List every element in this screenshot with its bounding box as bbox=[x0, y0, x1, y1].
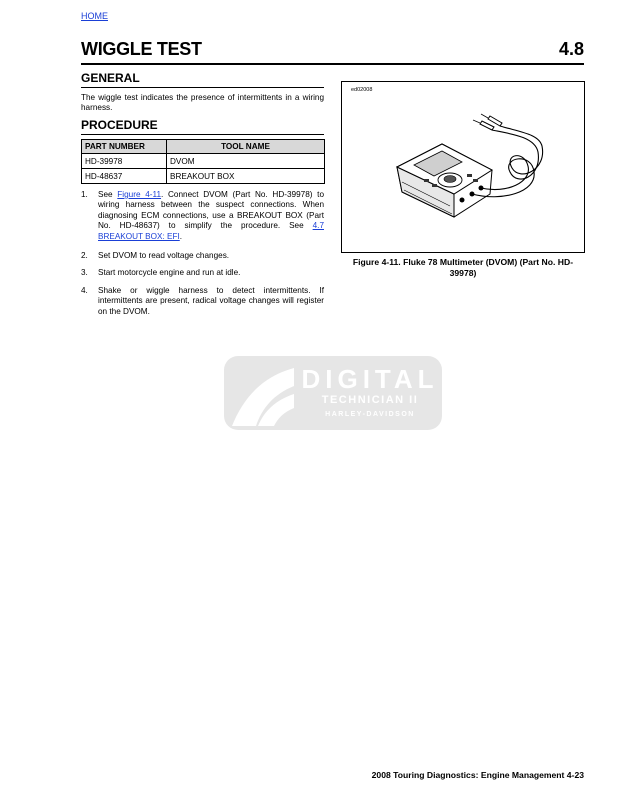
part-number-cell: HD-48637 bbox=[82, 169, 167, 184]
step-number: 2. bbox=[81, 251, 88, 260]
column-header-tool-name: TOOL NAME bbox=[167, 140, 325, 154]
figure-caption: Figure 4-11. Fluke 78 Multimeter (DVOM) (Part No. HD-39978) bbox=[352, 257, 574, 278]
watermark-line-3: HARLEY-DAVIDSON bbox=[325, 411, 415, 418]
digital-technician-watermark bbox=[224, 356, 442, 430]
tool-name-cell: BREAKOUT BOX bbox=[167, 169, 325, 184]
part-number-cell: HD-39978 bbox=[82, 154, 167, 169]
step-text: Shake or wiggle harness to detect intermittents. If intermittents are present, radical voltage changes will register on the DVOM. bbox=[98, 286, 324, 316]
general-text: The wiggle test indicates the presence of intermittents in a wiring harness. bbox=[81, 93, 324, 113]
home-link[interactable]: HOME bbox=[81, 11, 108, 21]
tool-name-cell: DVOM bbox=[167, 154, 325, 169]
table-header-row bbox=[82, 140, 325, 154]
step-number: 1. bbox=[81, 190, 88, 199]
multimeter-illustration bbox=[342, 82, 584, 252]
watermark-line-2: TECHNICIAN II bbox=[321, 394, 419, 406]
step-text: Set DVOM to read voltage changes. bbox=[98, 251, 230, 260]
step-text: Start motorcycle engine and run at idle. bbox=[98, 268, 241, 277]
table-row bbox=[82, 169, 325, 184]
figure-4-11-link[interactable]: Figure 4-11 bbox=[117, 190, 162, 199]
step-number: 3. bbox=[81, 268, 88, 277]
procedure-heading: PROCEDURE bbox=[81, 118, 324, 135]
page-footer: 2008 Touring Diagnostics: Engine Management 4-23 bbox=[371, 770, 584, 780]
figure-id: ed02008 bbox=[351, 87, 373, 93]
section-number: 4.8 bbox=[558, 39, 584, 59]
step-text: See Figure 4-11. Connect DVOM (Part No. HD-39978) to wiring harness between the suspect connections. When diagnosing ECM connections, use a BREAKOUT BOX (Part No. HD-48637) to simplify the procedure. See 4.7 BREAKOUT BOX: EFI. bbox=[98, 190, 325, 241]
column-header-part-number: PART NUMBER bbox=[82, 140, 167, 154]
table-row bbox=[82, 154, 325, 169]
figure-4-11 bbox=[341, 81, 585, 253]
breakout-box-link[interactable]: 4.7 BREAKOUT BOX: EFI bbox=[98, 221, 324, 241]
watermark-line-1: DIGITAL bbox=[301, 364, 439, 394]
tools-table bbox=[81, 139, 325, 184]
step-number: 4. bbox=[81, 286, 88, 295]
title-bar bbox=[81, 39, 584, 65]
page-title: WIGGLE TEST bbox=[81, 39, 202, 59]
general-heading: GENERAL bbox=[81, 71, 324, 88]
